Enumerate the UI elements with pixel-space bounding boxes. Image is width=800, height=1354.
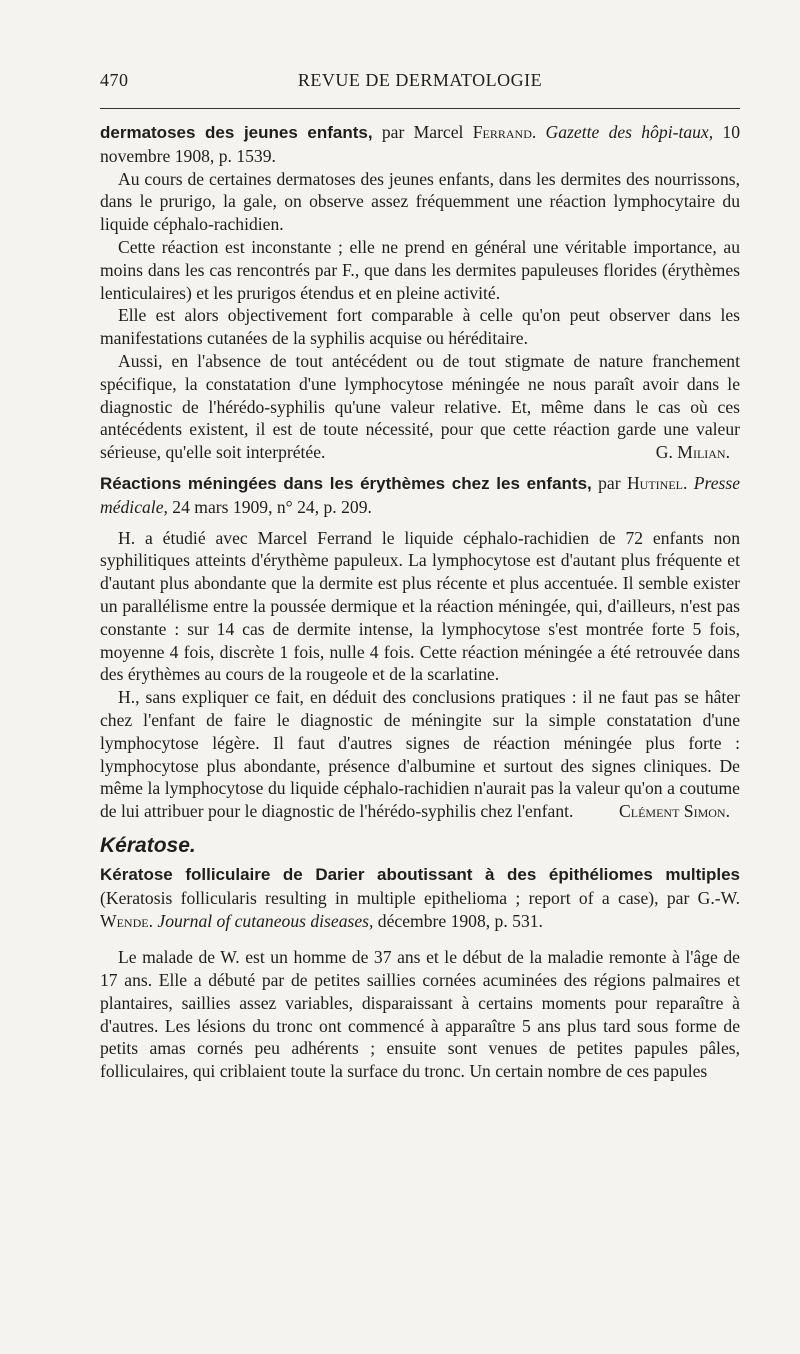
author-name: Wende <box>100 910 149 931</box>
source-title: Gazette des hôpi-taux, <box>545 122 714 142</box>
paragraph: Cette réaction est inconstante ; elle ne prend en général une véritable importance, au moins dans les cas rencontrés par F., que dans les dermites papuleuses florides (érythèmes lenticulaires) et les prurigos étendus et en pleine activité. <box>100 236 740 303</box>
paragraph-text: Aussi, en l'absence de tout antécédent ou de tout stigmate de nature franchement spécifique, la constatation d'une lymphocytose méningée ne nous paraît avoir dans le diagnostic de l'hérédo-syphilis qu'une valeur relative. Et, même dans le cas où ces antécédents existent, il est de toute nécessité, pour que cette réaction garde une valeur sérieuse, qu'elle soit interprétée. <box>100 350 740 463</box>
article-heading <box>100 121 740 168</box>
reference: 24 mars 1909, n° 24, p. 209. <box>167 496 372 517</box>
article-title: Réactions méningées dans les érythèmes chez les enfants, <box>100 473 592 493</box>
source-title: Journal of cutaneous diseases, <box>157 910 374 931</box>
article-title: dermatoses des jeunes enfants, <box>100 123 373 142</box>
paragraph-text: H., sans expliquer ce fait, en déduit des conclusions pratiques : il ne faut pas se hâter chez l'enfant de faire le diagnostic de méningite sur la simple constatation d'une lymphocytose légère. Il faut d'autres signes de réaction méningée plus forte : lymphocytose plus abondante, présence d'albumine et surtout des signes cliniques. De même la lymphocytose du liquide céphalo-rachidien n'aurait pas la valeur qu'on a coutume de lui attribuer pour le diagnostic de l'hérédo-syphilis chez l'enfant. <box>100 687 740 822</box>
paragraph: Au cours de certaines dermatoses des jeunes enfants, dans les dermites des nourrissons, dans le prurigo, la gale, on observe assez fréquemment une réaction lymphocytaire du liquide céphalo-rachidien. <box>100 168 740 235</box>
paragraph <box>100 350 740 464</box>
author-name: Hutinel <box>626 472 683 493</box>
signature: G. Milian. <box>655 442 730 463</box>
source-title: Presse médicale, <box>100 472 741 517</box>
signature: Clément Simon. <box>619 801 730 822</box>
paragraph <box>100 686 740 823</box>
page-number: 470 <box>100 70 129 90</box>
article-heading <box>100 472 740 519</box>
byline: par Marcel <box>372 122 473 142</box>
byline: par <box>591 472 627 493</box>
article-title: Kératose folliculaire de Darier aboutissant à des épithéliomes multiples <box>100 864 740 884</box>
reference: décembre 1908, p. 531. <box>373 910 543 931</box>
separator: . <box>682 472 694 493</box>
journal-title: REVUE DE DERMATOLOGIE <box>297 70 543 90</box>
page-body <box>100 121 740 1083</box>
separator: . <box>531 122 546 142</box>
header-rule <box>100 108 740 109</box>
article-heading <box>100 863 740 932</box>
running-head <box>100 70 740 96</box>
separator: . <box>148 910 158 931</box>
paragraph: H. a étudié avec Marcel Ferrand le liquide céphalo-rachidien de 72 enfants non syphilitiques atteints d'érythème papuleux. La lymphocytose est d'autant plus fréquente et d'autant plus abondante que la dermite est plus récente et plus accentuée. Il semble exister un parallélisme entre la poussée dermique et la réaction méningée, qui, d'ailleurs, n'est pas constante : sur 14 cas de dermite intense, la lymphocytose s'est montrée forte 5 fois, moyenne 4 fois, discrète 1 fois, nulle 4 fois. Cette réaction méningée a été retrouvée dans des érythèmes au cours de la rougeole et de la scarlatine. <box>100 527 740 685</box>
author-name: Ferrand <box>472 122 532 142</box>
article-subtitle: (Keratosis follicularis resulting in multiple epithelioma ; report of a case), par G.-W. <box>100 887 740 908</box>
paragraph: Elle est alors objectivement fort comparable à celle qu'on peut observer dans les manifestations cutanées de la syphilis acquise ou héréditaire. <box>100 305 740 349</box>
reference: 10 novembre 1908, p. 1539. <box>100 122 741 166</box>
section-heading: Kératose. <box>100 833 196 857</box>
paragraph: Le malade de W. est un homme de 37 ans et le début de la maladie remonte à l'âge de 17 ans. Elle a débuté par de petites saillies cornées acuminées des régions palmaires et plantaires, saillies assez variables, disparaissant à certains moments pour reparaître à d'autres. Les lésions du tronc ont commencé à apparaître 5 ans plus tard sous forme de petits amas cornés peu adhérents ; ensuite sont venues de petites papules pâles, folliculaires, qui criblaient toute la surface du tronc. Un certain nombre de ces papules <box>100 947 740 1082</box>
